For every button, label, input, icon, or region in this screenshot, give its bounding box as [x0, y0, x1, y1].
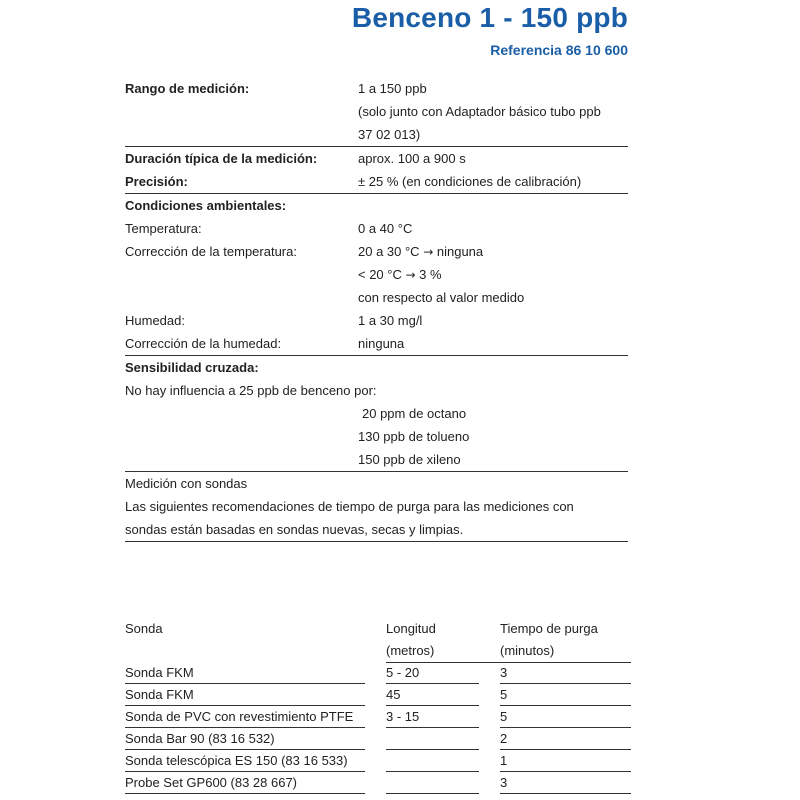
cross-sensitivity-item: 20 ppm de octano [362, 406, 467, 421]
purge-column-unit: (minutos) [500, 640, 631, 663]
spec-row-humidity-correction [125, 332, 628, 356]
probe-name: Sonda de PVC con revestimiento PTFE [125, 706, 365, 728]
length-column-header: Longitud [386, 621, 436, 636]
temp-correction-label: Corrección de la temperatura: [125, 244, 297, 259]
spec-row-cross-intro [125, 379, 628, 402]
table-row [125, 662, 631, 684]
range-note-2: 37 02 013) [358, 127, 421, 142]
probe-name: Sonda FKM [125, 684, 365, 706]
spec-row-duration [125, 147, 628, 170]
cross-sensitivity-item: 150 ppb de xileno [358, 452, 461, 467]
temp-correction-value-1: 20 a 30 °C → ninguna [358, 244, 484, 259]
cross-sensitivity-item: 130 ppb de tolueno [358, 429, 470, 444]
table-row [125, 706, 631, 728]
spec-row-cross-3 [125, 448, 628, 472]
probe-measurement-label: Medición con sondas [125, 476, 248, 491]
duration-value: aprox. 100 a 900 s [358, 151, 466, 166]
spec-row-temperature [125, 217, 628, 240]
cross-sensitivity-intro: No hay influencia a 25 ppb de benceno por: [125, 383, 377, 398]
range-value: 1 a 150 ppb [358, 81, 427, 96]
spec-row-temp-correction-3 [125, 286, 628, 309]
table-row [125, 750, 631, 772]
probe-length: 5 - 20 [386, 662, 479, 684]
precision-value: ± 25 % (en condiciones de calibración) [358, 174, 582, 189]
probe-purge-time: 3 [500, 772, 631, 794]
probe-length: 45 [386, 684, 479, 706]
spec-row-cross-1 [125, 402, 628, 425]
spec-row-temp-correction-1 [125, 240, 628, 263]
spec-row-range-note-2 [125, 123, 628, 147]
probe-column-header: Sonda [125, 621, 163, 636]
probe-purge-time: 5 [500, 706, 631, 728]
probe-purge-time: 3 [500, 662, 631, 684]
probe-measurement-text-2: sondas están basadas en sondas nuevas, secas y limpias. [125, 522, 464, 537]
probe-name: Sonda telescópica ES 150 (83 16 533) [125, 750, 365, 772]
probe-purge-time: 5 [500, 684, 631, 706]
humidity-label: Humedad: [125, 313, 185, 328]
page-title: Benceno 1 - 150 ppb [351, 2, 628, 33]
table-row [125, 728, 631, 750]
spec-row-precision [125, 170, 628, 194]
duration-label: Duración típica de la medición: [125, 151, 318, 166]
spec-row-range-note-1 [125, 100, 628, 123]
spec-row-probe-text-2 [125, 518, 628, 542]
humidity-value: 1 a 30 mg/l [358, 313, 423, 328]
probe-length [386, 728, 479, 750]
spec-row-humidity [125, 309, 628, 332]
reference-number: Referencia 86 10 600 [490, 42, 628, 58]
range-label: Rango de medición: [125, 81, 250, 96]
spec-row-cross-2 [125, 425, 628, 448]
cross-sensitivity-label: Sensibilidad cruzada: [125, 360, 259, 375]
range-note-1: (solo junto con Adaptador básico tubo ppb [358, 104, 601, 119]
arrow-right-icon: → [405, 268, 416, 282]
spec-row-range [125, 77, 628, 100]
humidity-correction-value: ninguna [358, 336, 405, 351]
probe-purge-table [125, 618, 631, 794]
ambient-label: Condiciones ambientales: [125, 198, 287, 213]
humidity-correction-label: Corrección de la humedad: [125, 336, 282, 351]
spec-row-ambient [125, 194, 628, 217]
probe-measurement-text-1: Las siguientes recomendaciones de tiempo de purga para las mediciones con [125, 499, 574, 514]
probe-length: 3 - 15 [386, 706, 479, 728]
table-row [125, 772, 631, 794]
purge-column-header: Tiempo de purga [500, 621, 598, 636]
spec-row-cross [125, 356, 628, 379]
length-column-unit: (metros) [386, 640, 500, 663]
probe-purge-time: 1 [500, 750, 631, 772]
probe-length [386, 750, 479, 772]
spec-row-probe-text-1 [125, 495, 628, 518]
specifications-table [125, 77, 628, 542]
temperature-label: Temperatura: [125, 221, 202, 236]
precision-label: Precisión: [125, 174, 188, 189]
temp-correction-value-3: con respecto al valor medido [358, 290, 525, 305]
probe-table-header [125, 618, 631, 662]
table-row [125, 684, 631, 706]
spec-row-temp-correction-2 [125, 263, 628, 286]
temperature-value: 0 a 40 °C [358, 221, 413, 236]
probe-name: Sonda Bar 90 (83 16 532) [125, 728, 365, 750]
temp-correction-value-2: < 20 °C → 3 % [358, 267, 442, 282]
probe-length [386, 772, 479, 794]
spec-row-probe-measurement [125, 472, 628, 495]
probe-purge-time: 2 [500, 728, 631, 750]
probe-name: Sonda FKM [125, 662, 365, 684]
probe-name: Probe Set GP600 (83 28 667) [125, 772, 365, 794]
arrow-right-icon: → [423, 245, 434, 259]
